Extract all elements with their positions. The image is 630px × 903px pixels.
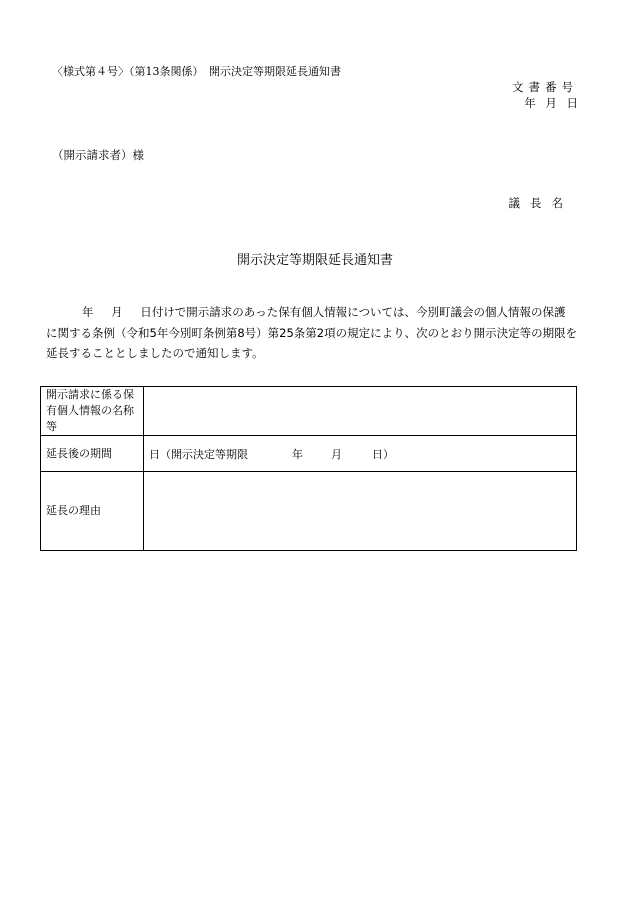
body-line-2: に関する条例（令和5年今別町条例第8号）第25条第2項の規定により、次のとおり開示決定等の期限を [46, 325, 578, 340]
document-number-label: 文書番号 [512, 80, 578, 94]
table-row [41, 472, 577, 551]
info-name-label: 開示請求に係る保有個人情報の名称等 [41, 387, 144, 436]
addressee: （開示請求者）様 [52, 148, 144, 162]
table-row [41, 387, 577, 436]
extension-details-table [40, 386, 577, 551]
notice-body [46, 302, 586, 364]
period-month-text: 月 [331, 447, 342, 461]
form-number-label: 〈様式第４号〉（第13条関係） 開示決定等期限延長通知書 [52, 65, 341, 78]
extension-reason-value [144, 472, 577, 551]
body-line-1-text: 付けで開示請求のあった保有個人情報については、今別町議会の個人情報の保護 [151, 305, 566, 319]
extension-reason-label: 延長の理由 [41, 472, 144, 551]
period-day-close-text: 日） [372, 447, 394, 461]
body-line-1 [46, 302, 586, 323]
info-name-value [144, 387, 577, 436]
period-day-text: 日（開示決定等期限 [149, 447, 248, 461]
table-row [41, 436, 577, 472]
period-year-text: 年 [292, 447, 303, 461]
sender-chairperson: 議長名 [508, 196, 573, 210]
body-date-fill: 年 月 日 [82, 305, 152, 319]
extended-period-label: 延長後の期間 [41, 436, 144, 472]
document-title: 開示決定等期限延長通知書 [236, 253, 393, 268]
extended-period-value [144, 436, 577, 472]
issue-date-line: 年 月 日 [524, 96, 578, 110]
body-line-3: 延長することとしましたので通知します。 [46, 346, 264, 360]
